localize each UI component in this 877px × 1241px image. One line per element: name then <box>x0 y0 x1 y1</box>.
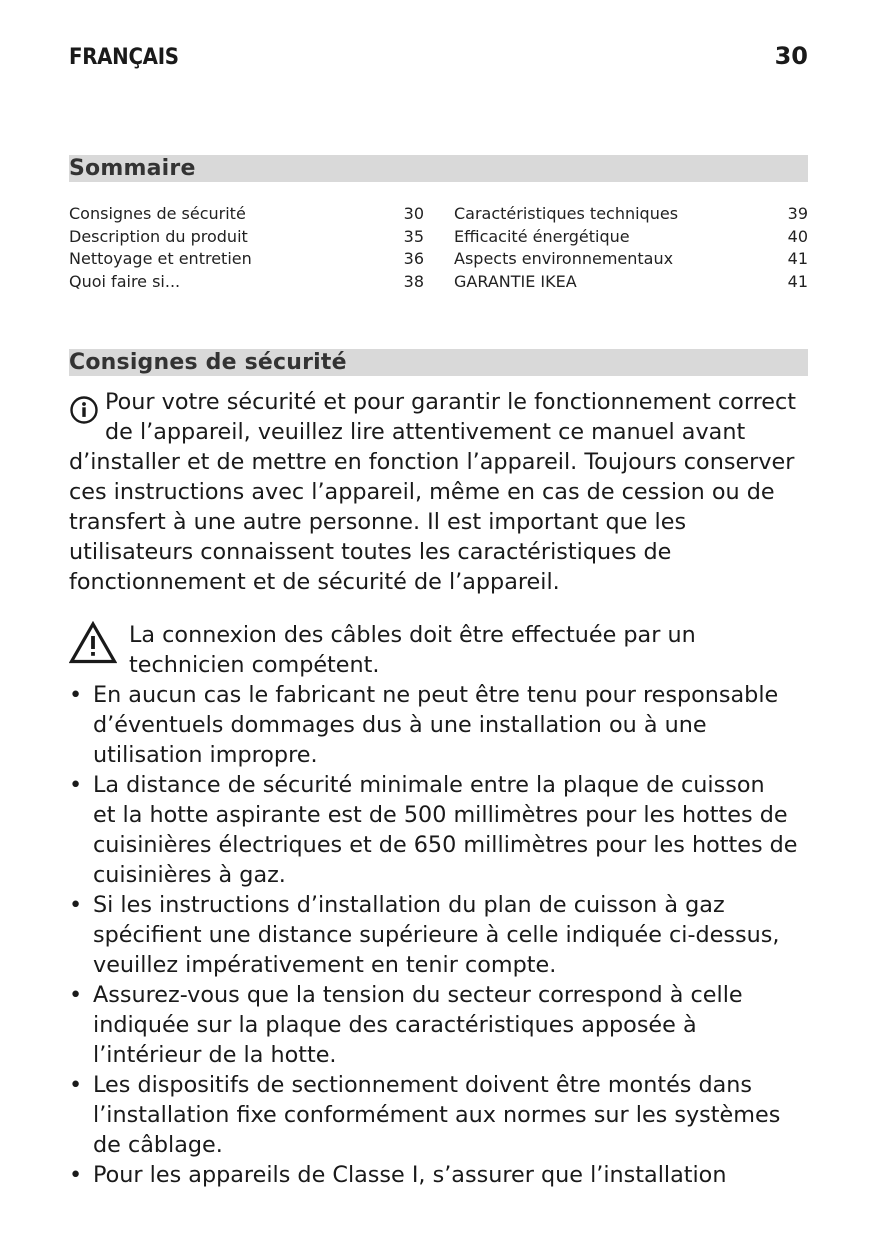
safety-bullet-list <box>69 680 808 1190</box>
warning-lines <box>69 620 808 680</box>
text-line: et la hotte aspirante est de 500 millimètres pour les hottes de <box>93 802 788 828</box>
summary-heading: Sommaire <box>69 155 808 182</box>
list-item <box>69 680 808 770</box>
toc-entry-label: Nettoyage et entretien <box>69 249 252 268</box>
page-number: 30 <box>774 42 808 70</box>
toc-entry[interactable] <box>69 248 424 271</box>
text-line: • Les dispositifs de sectionnement doivent être montés dans <box>93 1072 753 1098</box>
toc-entry-label: Aspects environnementaux <box>454 249 674 268</box>
info-lines-indented <box>69 387 808 447</box>
text-line: l’installation fixe conformément aux normes sur les systèmes <box>93 1102 781 1128</box>
list-item <box>69 1070 808 1160</box>
text-line: cuisinières à gaz. <box>93 862 286 888</box>
toc-column-left <box>69 203 424 293</box>
toc-entry-page: 35 <box>403 226 424 246</box>
text-line: d’éventuels dommages dus à une installation ou à une <box>93 712 707 738</box>
list-item <box>69 770 808 890</box>
table-of-contents <box>69 203 808 293</box>
toc-entry[interactable] <box>69 271 424 294</box>
text-line: • Assurez-vous que la tension du secteur correspond à celle <box>93 982 743 1008</box>
text-line: d’installer et de mettre en fonction l’appareil. Toujours conserver <box>69 449 795 475</box>
text-line: de câblage. <box>93 1132 223 1158</box>
text-line: spécifient une distance supérieure à celle indiquée ci-dessus, <box>93 922 780 948</box>
text-line: de l’appareil, veuillez lire attentivement ce manuel avant <box>105 419 746 445</box>
text-line: • Pour les appareils de Classe I, s’assurer que l’installation <box>93 1162 727 1188</box>
text-line: cuisinières électriques et de 650 millimètres pour les hottes de <box>93 832 798 858</box>
text-line: • En aucun cas le fabricant ne peut être tenu pour responsable <box>93 682 779 708</box>
text-line: l’intérieur de la hotte. <box>93 1042 337 1068</box>
text-line: indiquée sur la plaque des caractéristiques apposée à <box>93 1012 697 1038</box>
language-label: FRANÇAIS <box>69 45 179 70</box>
text-line: • Si les instructions d’installation du plan de cuisson à gaz <box>93 892 725 918</box>
text-line: • La distance de sécurité minimale entre la plaque de cuisson <box>93 772 765 798</box>
safety-heading: Consignes de sécurité <box>69 349 808 376</box>
list-item <box>69 1160 808 1190</box>
text-line: ces instructions avec l’appareil, même en cas de cession ou de <box>69 479 775 505</box>
document-page <box>69 0 808 1241</box>
toc-entry-label: Description du produit <box>69 226 248 246</box>
text-line: utilisation impropre. <box>93 742 318 768</box>
toc-entry-label: Consignes de sécurité <box>69 204 246 223</box>
text-line: La connexion des câbles doit être effectuée par un <box>129 622 696 648</box>
text-line: transfert à une autre personne. Il est important que les <box>69 509 687 535</box>
page-header <box>69 42 808 72</box>
toc-entry-page: 30 <box>403 204 424 223</box>
toc-entry-page: 41 <box>787 249 808 268</box>
toc-entry-label: Caractéristiques techniques <box>454 204 679 223</box>
warning-triangle-icon <box>69 621 117 665</box>
toc-entry-label: Efficacité énergétique <box>454 226 630 246</box>
list-item <box>69 980 808 1070</box>
toc-entry[interactable] <box>454 248 808 271</box>
text-line: utilisateurs connaissent toutes les caractéristiques de <box>69 539 672 565</box>
text-line: Pour votre sécurité et pour garantir le fonctionnement correct <box>105 389 796 415</box>
toc-entry[interactable] <box>454 271 808 294</box>
toc-entry-label: GARANTIE IKEA <box>454 271 577 291</box>
toc-entry-page: 39 <box>787 204 808 223</box>
warning-paragraph <box>69 620 808 680</box>
toc-column-right <box>454 203 808 293</box>
text-line: technicien compétent. <box>129 652 380 678</box>
toc-entry-page: 36 <box>403 249 424 268</box>
text-line: fonctionnement et de sécurité de l’appareil. <box>69 569 560 595</box>
toc-entry[interactable] <box>69 226 424 249</box>
toc-entry-page: 40 <box>787 226 808 246</box>
toc-entry[interactable] <box>454 226 808 249</box>
toc-entry-label: Quoi faire si... <box>69 271 181 291</box>
info-icon <box>69 395 99 425</box>
toc-entry-page: 38 <box>403 271 424 291</box>
safety-intro-paragraph <box>69 387 808 597</box>
text-line: veuillez impérativement en tenir compte. <box>93 952 557 978</box>
toc-entry-page: 41 <box>787 271 808 291</box>
list-item <box>69 890 808 980</box>
toc-entry[interactable] <box>69 203 424 226</box>
toc-entry[interactable] <box>454 203 808 226</box>
